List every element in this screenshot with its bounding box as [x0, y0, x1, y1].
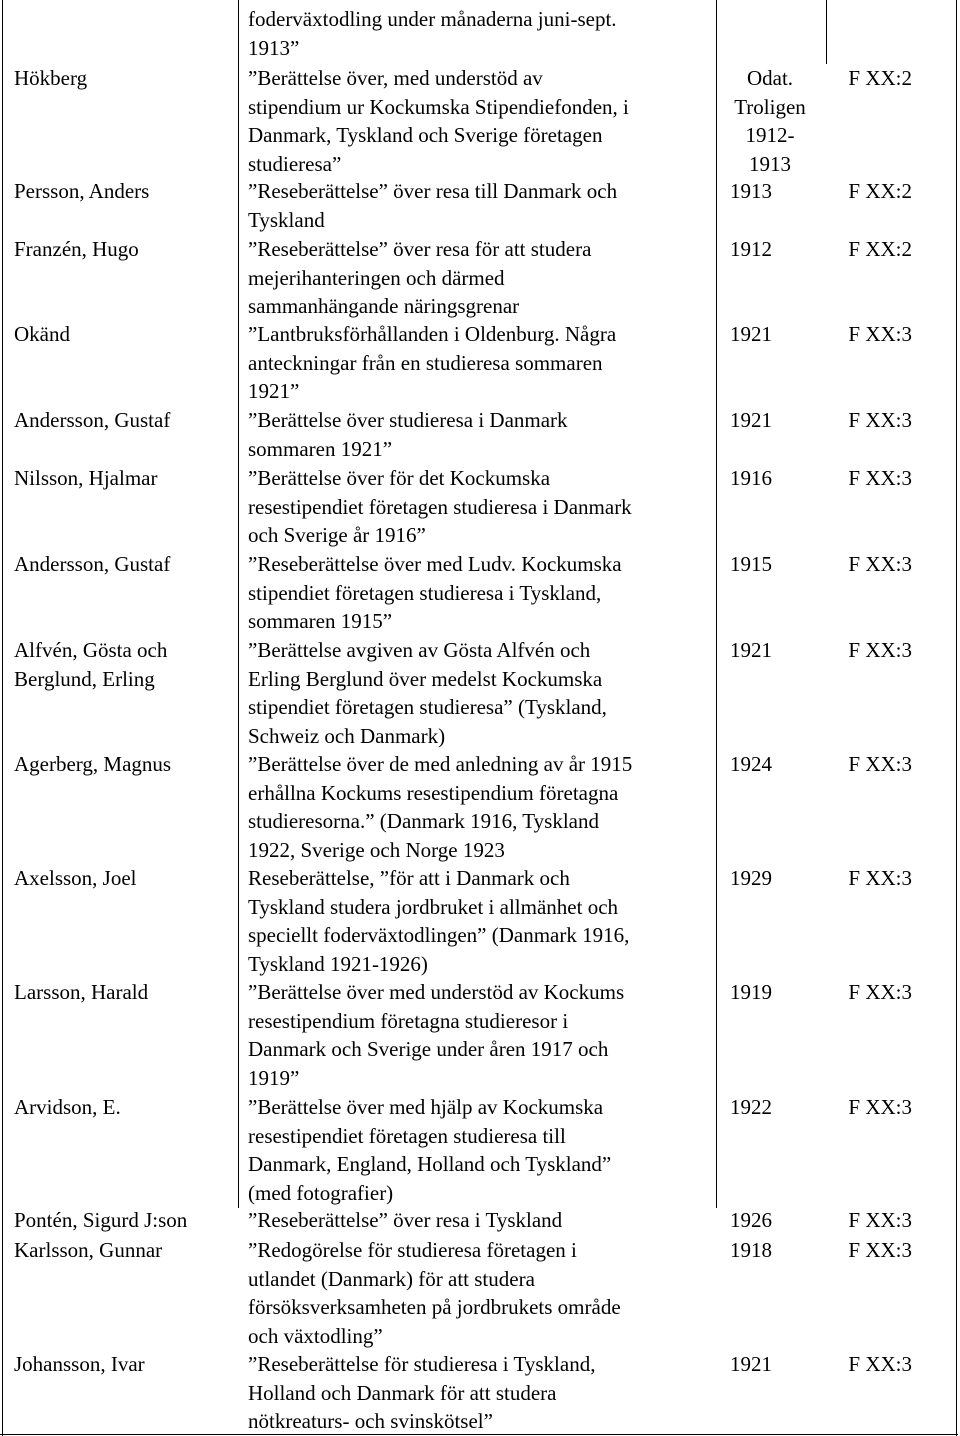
- reference-cell: F XX:2: [848, 237, 912, 261]
- year-cell: 1922: [730, 1095, 772, 1119]
- title-cell: ”Berättelse över med understöd av Kockums: [248, 980, 625, 1004]
- title-cell: resestipendium företagna studieresor i: [248, 1008, 569, 1033]
- year-cell: 1926: [730, 1208, 772, 1232]
- title-cell: erhållna Kockums resestipendium företagna: [248, 780, 619, 805]
- year-cell: 1921: [730, 408, 772, 432]
- reference-cell: F XX:2: [848, 66, 912, 90]
- title-cell: studieresorna.” (Danmark 1916, Tyskland: [248, 809, 599, 833]
- author-cell: Agerberg, Magnus: [14, 752, 172, 776]
- reference-cell: F XX:3: [848, 1095, 912, 1119]
- author-cell: Andersson, Gustaf: [14, 408, 171, 432]
- title-cell: ”Berättelse över studieresa i Danmark: [248, 408, 568, 432]
- title-cell: stipendiet företagen studieresa i Tyskland,: [248, 580, 602, 605]
- title-cell: Danmark, Tyskland och Sverige företagen: [248, 123, 603, 147]
- title-cell: ”Berättelse över med hjälp av Kockumska: [248, 1095, 604, 1119]
- title-cell: 1922, Sverige och Norge 1923: [248, 837, 505, 862]
- title-cell: (med fotografier): [248, 1180, 394, 1205]
- title-cell: speciellt foderväxtodlingen” (Danmark 1916,: [248, 923, 630, 947]
- author-cell: Persson, Anders: [14, 179, 150, 203]
- title-cell: ”Berättelse avgiven av Gösta Alfvén och: [248, 638, 591, 662]
- title-cell: foderväxtodling under månaderna juni-sept.: [248, 7, 617, 31]
- title-cell: 1921”: [248, 379, 300, 403]
- title-cell: utlandet (Danmark) för att studera: [248, 1266, 535, 1291]
- reference-cell: F XX:3: [848, 322, 912, 346]
- title-cell: Danmark, England, Holland och Tyskland”: [248, 1152, 612, 1176]
- author-cell: Pontén, Sigurd J:son: [14, 1208, 188, 1232]
- year-cell: 1912: [730, 237, 772, 261]
- title-cell: Tyskland 1921-1926): [248, 951, 428, 976]
- year-cell: 1918: [730, 1238, 772, 1262]
- title-cell: och Sverige år 1916”: [248, 523, 426, 547]
- title-cell: och växtodling”: [248, 1323, 383, 1348]
- reference-cell: F XX:3: [848, 866, 912, 890]
- title-cell: stipendiet företagen studieresa” (Tyskland,: [248, 695, 607, 719]
- reference-cell: F XX:3: [848, 1208, 912, 1232]
- title-cell: ”Reseberättelse” över resa i Tyskland: [248, 1208, 563, 1232]
- year-cell: 1913: [730, 179, 772, 203]
- author-cell: Larsson, Harald: [14, 980, 149, 1004]
- year-cell: 1915: [730, 552, 772, 576]
- table-divider-author-title: [238, 0, 239, 1208]
- title-cell: resestipendiet företagen studieresa till: [248, 1123, 566, 1148]
- author-cell: Alfvén, Gösta och: [14, 638, 168, 662]
- author-cell: Andersson, Gustaf: [14, 552, 171, 576]
- title-cell: 1913”: [248, 35, 300, 60]
- title-cell: ”Berättelse över, med understöd av: [248, 66, 543, 90]
- author-cell: Axelsson, Joel: [14, 866, 137, 890]
- title-cell: ”Redogörelse för studieresa företagen i: [248, 1238, 577, 1262]
- reference-cell: F XX:3: [848, 752, 912, 776]
- title-cell: Danmark och Sverige under åren 1917 och: [248, 1037, 609, 1061]
- author-cell: Karlsson, Gunnar: [14, 1238, 163, 1262]
- year-cell: Odat.: [746, 66, 794, 90]
- title-cell: Holland och Danmark för att studera: [248, 1380, 557, 1405]
- title-cell: ”Reseberättelse” över resa till Danmark och: [248, 179, 618, 203]
- year-cell: 1929: [730, 866, 772, 890]
- title-cell: Tyskland studera jordbruket i allmänhet och: [248, 894, 619, 919]
- year-cell: 1916: [730, 466, 772, 490]
- reference-cell: F XX:3: [848, 466, 912, 490]
- reference-cell: F XX:3: [848, 1352, 912, 1376]
- year-cell: 1921: [730, 322, 772, 346]
- year-cell: 1913: [749, 151, 791, 176]
- table-divider-title-year: [716, 0, 717, 1208]
- year-cell: 1921: [730, 1352, 772, 1376]
- title-cell: Erling Berglund över medelst Kockumska: [248, 666, 603, 691]
- year-cell: 1924: [730, 752, 772, 776]
- title-cell: resestipendiet företagen studieresa i Danmark: [248, 494, 632, 519]
- title-cell: Reseberättelse, ”för att i Danmark och: [248, 866, 570, 890]
- title-cell: ”Reseberättelse över med Ludv. Kockumska: [248, 552, 622, 576]
- author-cell: Arvidson, E.: [14, 1095, 121, 1119]
- table-divider-year-ref: [826, 0, 827, 64]
- year-cell: 1921: [730, 638, 772, 662]
- year-cell: Troligen: [734, 94, 806, 119]
- table-border-left: [2, 0, 3, 1436]
- title-cell: sammanhängande näringsgrenar: [248, 294, 520, 318]
- title-cell: ”Lantbruksförhållanden i Oldenburg. Några: [248, 322, 617, 346]
- title-cell: ”Reseberättelse” över resa för att studera: [248, 237, 592, 261]
- title-cell: försöksverksamheten på jordbrukets område: [248, 1295, 621, 1319]
- title-cell: sommaren 1915”: [248, 609, 393, 633]
- title-cell: 1919”: [248, 1065, 300, 1090]
- author-cell: Hökberg: [14, 66, 88, 90]
- reference-cell: F XX:3: [848, 638, 912, 662]
- author-cell: Okänd: [14, 322, 70, 346]
- title-cell: Schweiz och Danmark): [248, 723, 446, 748]
- reference-cell: F XX:3: [848, 980, 912, 1004]
- title-cell: studieresa”: [248, 151, 342, 176]
- author-cell: Berglund, Erling: [14, 666, 155, 691]
- title-cell: anteckningar från en studieresa sommaren: [248, 350, 603, 375]
- title-cell: ”Berättelse över för det Kockumska: [248, 466, 551, 490]
- table-border-right: [956, 0, 957, 1436]
- author-cell: Nilsson, Hjalmar: [14, 466, 158, 490]
- author-cell: Johansson, Ivar: [14, 1352, 145, 1376]
- year-cell: 1912-: [745, 123, 795, 147]
- reference-cell: F XX:3: [848, 408, 912, 432]
- title-cell: nötkreaturs- och svinskötsel”: [248, 1409, 493, 1433]
- reference-cell: F XX:3: [848, 552, 912, 576]
- title-cell: Tyskland: [248, 207, 325, 232]
- author-cell: Franzén, Hugo: [14, 237, 139, 261]
- title-cell: ”Reseberättelse för studieresa i Tyskland,: [248, 1352, 596, 1376]
- title-cell: stipendium ur Kockumska Stipendiefonden, i: [248, 94, 629, 119]
- reference-cell: F XX:2: [848, 179, 912, 203]
- title-cell: ”Berättelse över de med anledning av år 1915: [248, 752, 633, 776]
- year-cell: 1919: [730, 980, 772, 1004]
- title-cell: mejerihanteringen och därmed: [248, 265, 505, 290]
- title-cell: sommaren 1921”: [248, 436, 393, 461]
- reference-cell: F XX:3: [848, 1238, 912, 1262]
